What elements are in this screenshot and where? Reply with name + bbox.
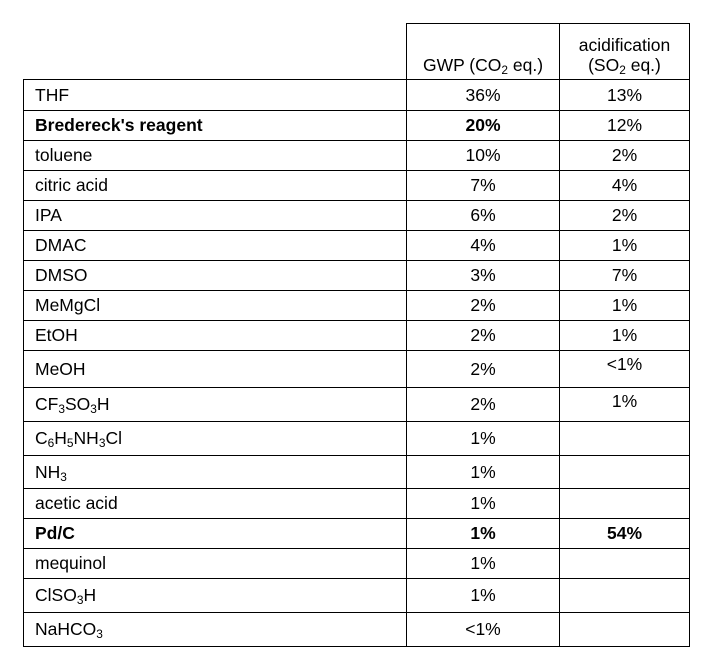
gwp-value-text: 3% (470, 265, 496, 286)
substance-name (23, 111, 406, 141)
substance-name-text: Bredereck's reagent (35, 115, 203, 136)
substance-name-text: $NH_3$ (35, 461, 67, 484)
acidification-value (559, 456, 690, 489)
acidification-value-text: 12% (606, 115, 643, 136)
substance-name (23, 321, 406, 351)
substance-name (23, 613, 406, 647)
gwp-value (406, 291, 559, 321)
gwp-value (406, 388, 559, 422)
substance-name-text: NaHCO$_3$ (35, 619, 103, 642)
gwp-value-text: 10% (465, 145, 501, 166)
gwp-value (406, 141, 559, 171)
gwp-value (406, 80, 559, 111)
header-gwp (406, 23, 559, 80)
acidification-value-text: 2% (611, 205, 638, 226)
impact-table (23, 23, 690, 647)
substance-name-text: ClSO$_3$H (35, 585, 97, 608)
acidification-value (559, 489, 690, 519)
gwp-value (406, 201, 559, 231)
substance-name (23, 519, 406, 549)
gwp-value (406, 579, 559, 613)
gwp-value-text: 1% (470, 493, 496, 514)
substance-name-text: mequinol (35, 553, 107, 574)
substance-name-text: DMAC (35, 235, 87, 256)
substance-name-text: DMSO (35, 265, 88, 286)
acidification-value (559, 261, 690, 291)
substance-name (23, 456, 406, 489)
gwp-value (406, 111, 559, 141)
gwp-value-text: 1% (470, 523, 496, 544)
substance-name-text: EtOH (35, 325, 78, 346)
acidification-value-text: 4% (611, 175, 638, 196)
gwp-value (406, 456, 559, 489)
substance-name-text: IPA (35, 205, 62, 226)
gwp-value-text: 1% (470, 428, 496, 449)
acidification-value-text: 1% (611, 235, 638, 256)
gwp-value (406, 489, 559, 519)
gwp-value-text: 1% (470, 585, 496, 606)
acidification-value (559, 422, 690, 456)
substance-name-text: Pd/C (35, 523, 75, 544)
gwp-value (406, 231, 559, 261)
substance-name (23, 171, 406, 201)
gwp-value (406, 613, 559, 647)
substance-name-text: toluene (35, 145, 93, 166)
gwp-value (406, 171, 559, 201)
gwp-value (406, 321, 559, 351)
substance-name (23, 422, 406, 456)
substance-name-text: MeMgCl (35, 295, 101, 316)
acidification-value (559, 579, 690, 613)
substance-name (23, 231, 406, 261)
substance-name-text: $C_6H_5NH_3Cl$ (35, 428, 122, 451)
header-gwp-label: GWP ($CO_2$ eq.) (422, 54, 544, 77)
gwp-value-text: 7% (470, 175, 496, 196)
substance-name-text: citric acid (35, 175, 108, 196)
gwp-value-text: 20% (465, 115, 501, 136)
acidification-value (559, 231, 690, 261)
gwp-value-text: 2% (470, 325, 496, 346)
acidification-value (559, 171, 690, 201)
substance-name-text: $CF_3SO_3H$ (35, 394, 110, 417)
acidification-value-text: 7% (611, 265, 638, 286)
substance-name (23, 579, 406, 613)
header-acidification (559, 23, 690, 80)
acidification-value (559, 321, 690, 351)
substance-name (23, 201, 406, 231)
acidification-value-text: 2% (611, 145, 638, 166)
gwp-value-text: 4% (470, 235, 496, 256)
gwp-value-text: 1% (470, 461, 496, 482)
acidification-value (559, 519, 690, 549)
acidification-value (559, 351, 690, 388)
acidification-value-text: 13% (606, 84, 643, 105)
header-acid-line2: ($SO_2$ eq.) (588, 54, 661, 77)
substance-name-text: MeOH (35, 358, 86, 379)
acidification-value (559, 291, 690, 321)
acidification-value (559, 388, 690, 422)
substance-name (23, 388, 406, 422)
header-corner (23, 23, 406, 80)
gwp-value-text: 1% (470, 553, 496, 574)
acidification-value-text: <1% (606, 354, 643, 374)
acidification-value-text: 1% (611, 391, 638, 411)
acidification-value (559, 141, 690, 171)
gwp-value (406, 422, 559, 456)
gwp-value-text: 6% (470, 205, 496, 226)
substance-name (23, 549, 406, 579)
acidification-value-text: 1% (611, 325, 638, 346)
substance-name-text: THF (35, 84, 70, 105)
substance-name (23, 489, 406, 519)
gwp-value-text: <1% (465, 619, 501, 640)
acidification-value (559, 613, 690, 647)
gwp-value (406, 519, 559, 549)
gwp-value-text: 2% (470, 358, 496, 379)
acidification-value (559, 549, 690, 579)
acidification-value (559, 111, 690, 141)
gwp-value (406, 261, 559, 291)
gwp-value (406, 351, 559, 388)
gwp-value-text: 2% (470, 394, 496, 415)
substance-name (23, 261, 406, 291)
acidification-value-text: 54% (606, 523, 643, 544)
gwp-value (406, 549, 559, 579)
substance-name-text: acetic acid (35, 493, 118, 514)
substance-name (23, 351, 406, 388)
gwp-value-text: 36% (465, 84, 501, 105)
acidification-value (559, 80, 690, 111)
substance-name (23, 80, 406, 111)
acidification-value-text: 1% (611, 295, 638, 316)
substance-name (23, 291, 406, 321)
gwp-value-text: 2% (470, 295, 496, 316)
header-acid-line1: acidification (578, 34, 671, 55)
acidification-value (559, 201, 690, 231)
substance-name (23, 141, 406, 171)
